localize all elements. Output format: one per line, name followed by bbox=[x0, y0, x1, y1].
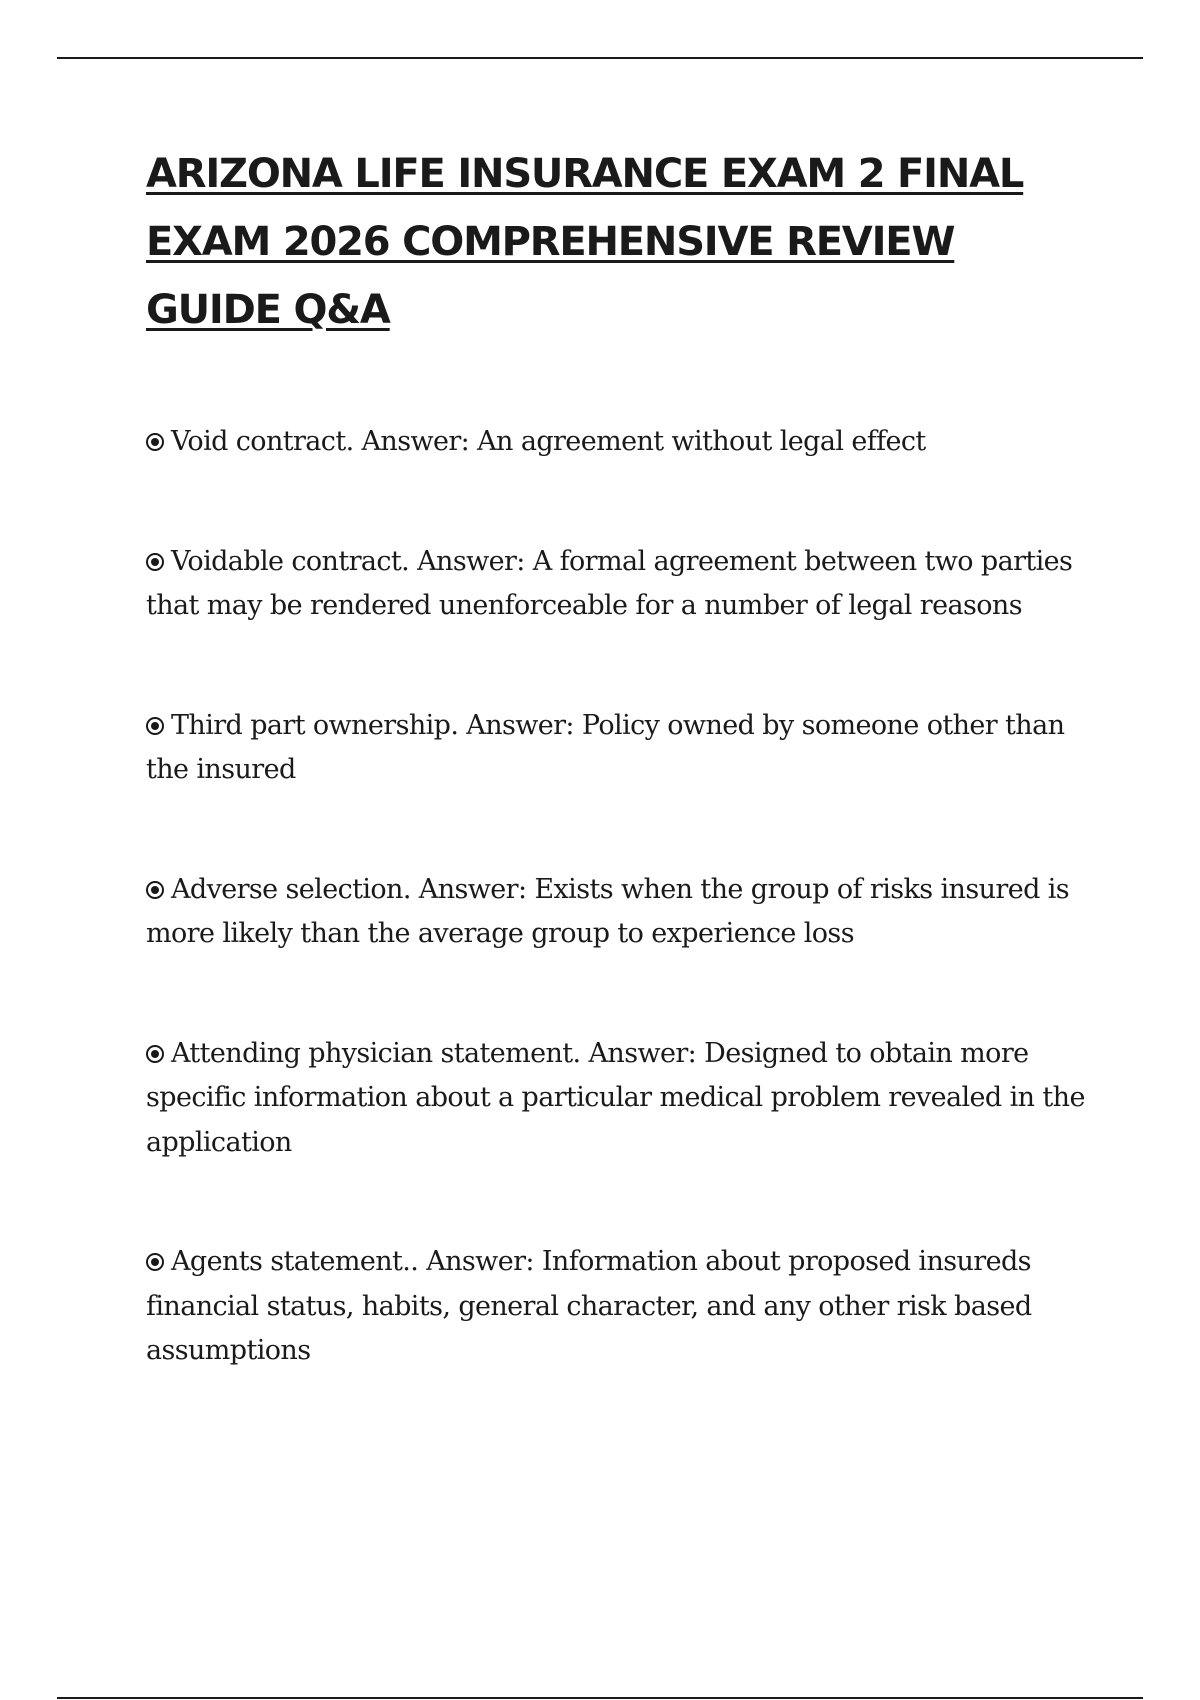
qa-text: Voidable contract. Answer: A formal agreement between two parties that may be rendered unenforceable for a number of legal reasons bbox=[146, 545, 1073, 621]
fisheye-bullet-icon bbox=[146, 433, 164, 451]
qa-item bbox=[146, 868, 1086, 957]
fisheye-bullet-icon bbox=[146, 717, 164, 735]
qa-text: Third part ownership. Answer: Policy owned by someone other than the insured bbox=[146, 709, 1065, 785]
top-divider bbox=[57, 57, 1143, 59]
qa-text: Agents statement.. Answer: Information about proposed insureds financial status, habits, general character, and any other risk based assumptions bbox=[146, 1246, 1032, 1366]
bottom-divider bbox=[57, 1697, 1143, 1699]
qa-item bbox=[146, 1240, 1086, 1374]
document-title: ARIZONA LIFE INSURANCE EXAM 2 FINAL EXAM 2026 COMPREHENSIVE REVIEW GUIDE Q&A bbox=[146, 151, 1024, 333]
qa-item bbox=[146, 420, 1086, 465]
qa-list bbox=[146, 420, 1086, 1449]
qa-text: Void contract. Answer: An agreement without legal effect bbox=[171, 426, 926, 457]
qa-text: Attending physician statement. Answer: Designed to obtain more specific information about a particular medical problem revealed in the application bbox=[146, 1037, 1085, 1158]
fisheye-bullet-icon bbox=[146, 553, 164, 571]
qa-item bbox=[146, 1032, 1086, 1166]
qa-item bbox=[146, 704, 1086, 793]
qa-item bbox=[146, 540, 1086, 629]
qa-text: Adverse selection. Answer: Exists when the group of risks insured is more likely than the average group to experience loss bbox=[146, 873, 1070, 949]
fisheye-bullet-icon bbox=[146, 881, 164, 899]
fisheye-bullet-icon bbox=[146, 1253, 164, 1271]
fisheye-bullet-icon bbox=[146, 1045, 164, 1063]
